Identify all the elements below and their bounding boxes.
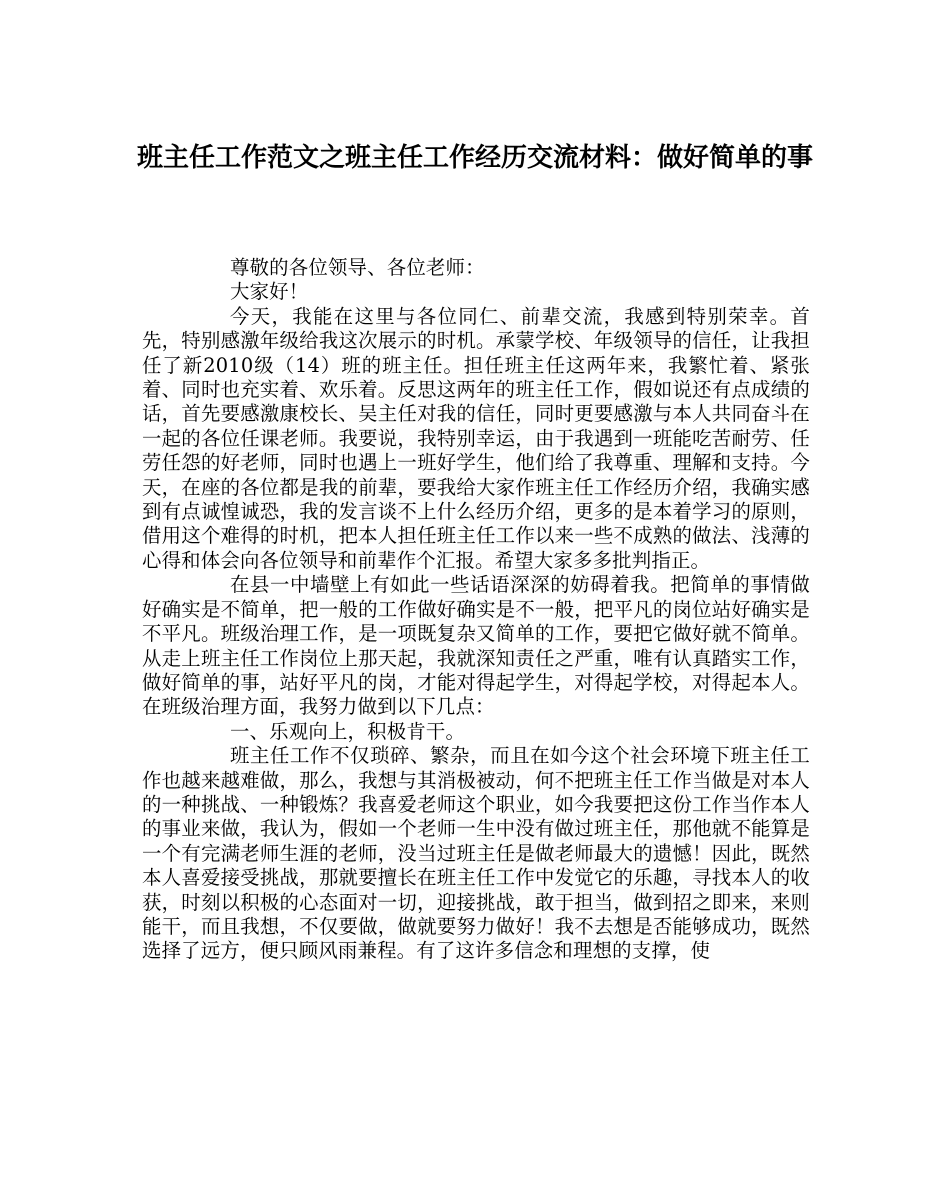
paragraph: 今天，我能在这里与各位同仁、前辈交流，我感到特别荣幸。首先，特别感激年级给我这次展示的时机。承蒙学校、年级领导的信任，让我担任了新2010级（14）班的班主任。担任班主任这两年来，我繁忙着、紧张着、同时也充实着、欢乐着。反思这两年的班主任工作，假如说还有点成绩的话，首先要感激康校长、吴主任对我的信任，同时更要感激与本人共同奋斗在一起的各位任课老师。我要说，我特别幸运，由于我遇到一班能吃苦耐劳、任劳任怨的好老师，同时也遇上一班好学生，他们给了我尊重、理解和支持。今天，在座的各位都是我的前辈，要我给大家作班主任工作经历介绍，我确实感到有点诚惶诚恐，我的发言谈不上什么经历介绍，更多的是本着学习的原则，借用这个难得的时机，把本人担任班主任工作以来一些不成熟的做法、浅薄的心得和体会向各位领导和前辈作个汇报。希望大家多多批判指正。 <box>142 304 810 572</box>
salutation: 尊敬的各位领导、各位老师： <box>230 256 485 279</box>
paragraph: 班主任工作不仅琐碎、繁杂，而且在如今这个社会环境下班主任工作也越来越难做，那么，我想与其消极被动，何不把班主任工作当做是对本人的一种挑战、一种锻炼？我喜爱老师这个职业，如今我要把这份工作当作本人的事业来做，我认为，假如一个老师一生中没有做过班主任，那他就不能算是一个有完满老师生涯的老师，没当过班主任是做老师最大的遗憾！因此，既然本人喜爱接受挑战，那就要擅长在班主任工作中发觉它的乐趣，寻找本人的收获，时刻以积极的心态面对一切，迎接挑战，敢于担当，做到招之即来，来则能干，而且我想，不仅要做，做就要努力做好！我不去想是否能够成功，既然选择了远方，便只顾风雨兼程。有了这许多信念和理想的支撑，使 <box>142 744 810 963</box>
paragraph: 在县一中墙壁上有如此一些话语深深的妨碍着我。把简单的事情做好确实是不简单，把一般的工作做好确实是不一般，把平凡的岗位站好确实是不平凡。班级治理工作，是一项既复杂又简单的工作，要把它做好就不简单。从走上班主任工作岗位上那天起，我就深知责任之严重，唯有认真踏实工作，做好简单的事，站好平凡的岗，才能对得起学生，对得起学校，对得起本人。在班级治理方面，我努力做到以下几点： <box>142 573 810 719</box>
greeting: 大家好！ <box>230 280 309 304</box>
document-title: 班主任工作范文之班主任工作经历交流材料：做好简单的事 <box>136 143 813 173</box>
section-heading: 一、乐观向上，积极肯干。 <box>230 719 466 743</box>
document-body <box>142 256 810 964</box>
